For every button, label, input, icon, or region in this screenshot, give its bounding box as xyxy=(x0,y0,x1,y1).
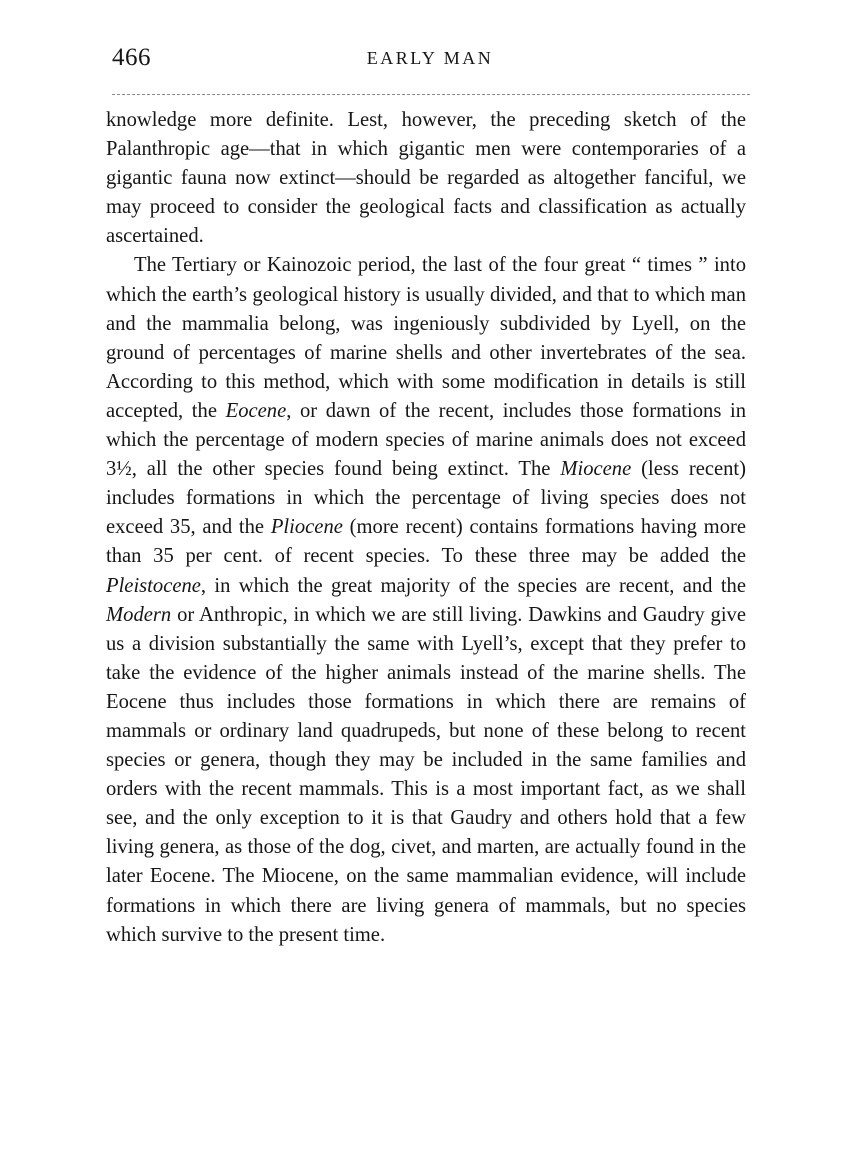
body-text xyxy=(106,106,746,950)
italic-term: Miocene xyxy=(560,458,632,481)
italic-term: Eocene xyxy=(225,399,287,422)
text-segment: , or dawn of the recent, includes those formations in which the percentage of modern species of marine animals does not exceed 3½, all the other species found being extinct. The xyxy=(106,399,746,481)
paragraph-2 xyxy=(106,251,746,949)
text-segment: , in which the great majority of the species are recent, and the xyxy=(200,574,746,597)
page-header xyxy=(112,44,748,80)
header-rule xyxy=(112,94,750,95)
running-title: EARLY MAN xyxy=(366,48,494,68)
italic-term: Pleistocene xyxy=(106,574,201,597)
italic-term: Pliocene xyxy=(270,516,343,539)
text-segment: (more recent) contains formations having more than 35 per cent. of recent species. To these three may be added the xyxy=(106,516,746,568)
text-segment: knowledge more definite. Lest, however, the preceding sketch of the Palanthropic age—that in which gigantic men were contemporaries of a gigantic fauna now extinct—should be regarded as altogether fanciful, we may proceed to consider the geological facts and classification as actually ascertained. xyxy=(106,109,746,248)
italic-term: Modern xyxy=(106,603,172,626)
text-segment: or Anthropic, in which we are still living. Dawkins and Gaudry give us a division substantially the same with Lyell’s, except that they prefer to take the evidence of the higher animals instead of the marine shells. The Eocene thus includes those formations in which there are remains of mammals or ordinary land quadrupeds, but none of these belong to recent species or genera, though they may be included in the same families and orders with the recent mammals. This is a most important fact, as we shall see, and the only exception to it is that Gaudry and others hold that a few living genera, as those of the dog, civet, and marten, are actually found in the later Eocene. The Miocene, on the same mammalian evidence, will include formations in which there are living genera of mammals, but no species which survive to the present time. xyxy=(106,603,746,946)
text-segment: (less recent) includes formations in which the percentage of living species does not exceed 35, and the xyxy=(106,458,746,539)
paragraph-1 xyxy=(106,106,746,251)
text-segment: The Tertiary or Kainozoic period, the last of the four great “ times ” into which the earth’s geological history is usually divided, and that to which man and the mammalia belong, was ingeniously subdivided by Lyell, on the ground of percentages of marine shells and other invertebrates of the sea. According to this method, which with some modification in details is still accepted, the xyxy=(106,254,746,422)
page-number: 466 xyxy=(112,44,151,71)
